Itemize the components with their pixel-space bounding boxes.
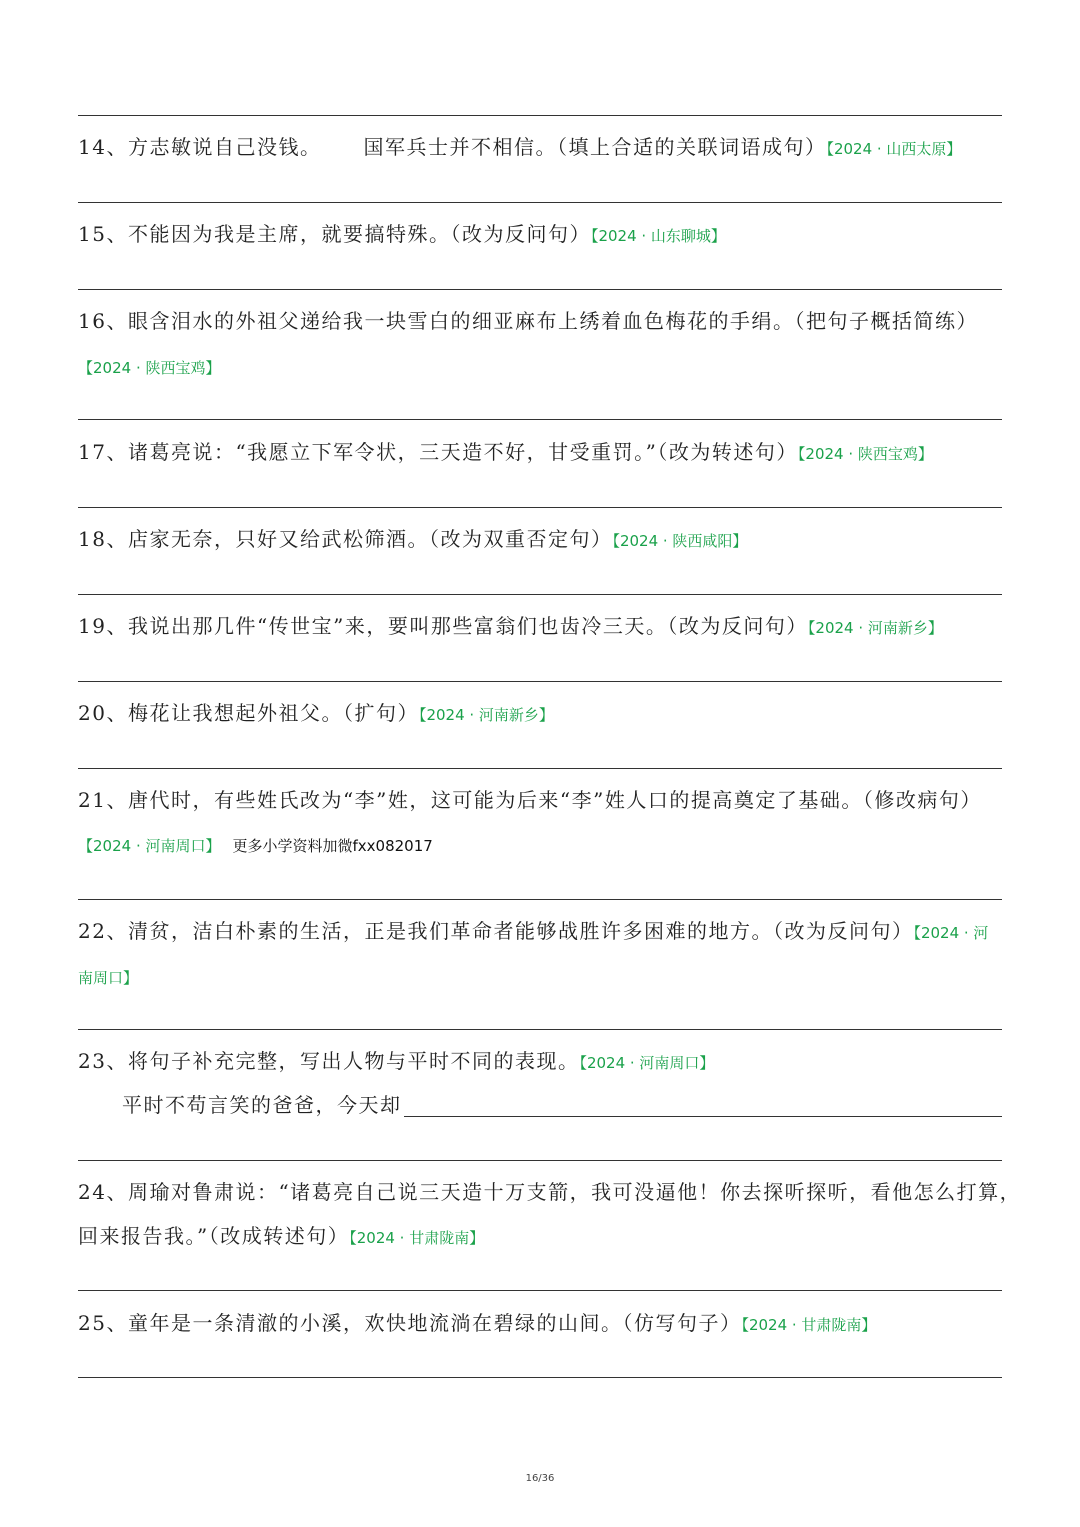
question-text: 、梅花让我想起外祖父。（扩句） (106, 701, 419, 725)
answer-line-21 (78, 899, 1002, 900)
question-number: 15 (78, 222, 107, 246)
answer-line-24 (78, 1290, 1002, 1291)
question-text: 、眼含泪水的外祖父递给我一块雪白的细亚麻布上绣着血色梅花的手绢。（把句子概括简练） (106, 309, 978, 333)
question-number: 24 (78, 1180, 107, 1204)
source-tag: 【2024 · 甘肃陇南】 (741, 1316, 877, 1334)
question-text: 国军兵士并不相信。（填上合适的关联词语成句） (363, 135, 827, 159)
question-18 (78, 524, 1018, 556)
question-15 (78, 219, 1018, 251)
source-tag: 【2024 · 河南周口】 (579, 1054, 715, 1072)
question-text: 、店家无奈，只好又给武松筛酒。（改为双重否定句） (106, 527, 613, 551)
source-tag: 【2024 · 陕西宝鸡】 (78, 359, 221, 377)
question-17 (78, 437, 1018, 469)
promo-note: 更多小学资料加微fxx082017 (232, 837, 433, 855)
question-text: 、童年是一条清澈的小溪，欢快地流淌在碧绿的山间。（仿写句子） (106, 1311, 742, 1335)
question-number: 22 (78, 919, 107, 943)
answer-line-15 (78, 289, 1002, 290)
question-16-tag-line (78, 351, 1018, 383)
question-20 (78, 698, 1018, 730)
question-text: 、唐代时，有些姓氏改为“李”姓，这可能为后来“李”姓人口的提高奠定了基础。（修改病句） (106, 788, 982, 812)
answer-line-19 (78, 681, 1002, 682)
source-tag: 【2024 · 山东聊城】 (590, 227, 726, 245)
answer-line-14 (78, 202, 1002, 203)
answer-line-18 (78, 594, 1002, 595)
fill-in-prompt: 平时不苟言笑的爸爸，今天却 (122, 1093, 402, 1117)
question-22 (78, 916, 1018, 948)
question-24-line-2 (78, 1221, 1018, 1253)
answer-line-16 (78, 419, 1002, 420)
question-number: 23 (78, 1049, 107, 1073)
question-text: 、清贫，洁白朴素的生活，正是我们革命者能够战胜许多困难的地方。（改为反问句） (106, 919, 914, 943)
question-23 (78, 1046, 1018, 1078)
answer-line-23 (78, 1160, 1002, 1161)
source-tag: 【2024 · 河南新乡】 (807, 619, 943, 637)
question-text: 、我说出那几件“传世宝”来，要叫那些富翁们也齿冷三天。（改为反问句） (106, 614, 808, 638)
question-text: 、将句子补充完整，写出人物与平时不同的表现。 (106, 1049, 580, 1073)
answer-line-20 (78, 768, 1002, 769)
question-22-tag-line (78, 961, 1018, 993)
question-number: 20 (78, 701, 107, 725)
question-number: 19 (78, 614, 107, 638)
question-number: 18 (78, 527, 107, 551)
question-25 (78, 1308, 1018, 1340)
question-21 (78, 785, 1018, 815)
source-tag-continued: 南周口】 (78, 969, 139, 987)
question-24 (78, 1177, 1022, 1207)
source-tag: 【2024 · 河 (913, 924, 989, 942)
source-tag: 【2024 · 陕西咸阳】 (612, 532, 748, 550)
answer-line-17 (78, 507, 1002, 508)
question-text: 、不能因为我是主席，就要搞特殊。（改为反问句） (106, 222, 591, 246)
source-tag: 【2024 · 陕西宝鸡】 (797, 445, 933, 463)
question-number: 17 (78, 440, 107, 464)
question-text: 、方志敏说自己没钱。 (106, 135, 322, 159)
question-21-tag-line (78, 829, 1018, 861)
question-14 (78, 132, 1018, 164)
question-text-continued: 回来报告我。”（改成转述句） (78, 1224, 350, 1248)
question-text: 、周瑜对鲁肃说：“诸葛亮自己说三天造十万支箭，我可没逼他！你去探听探听，看他怎么打算， (106, 1180, 1022, 1204)
question-16 (78, 306, 1018, 336)
question-number: 21 (78, 788, 107, 812)
question-number: 14 (78, 135, 107, 159)
source-tag: 【2024 · 甘肃陇南】 (349, 1229, 485, 1247)
answer-line-22 (78, 1029, 1002, 1030)
source-tag: 【2024 · 山西太原】 (826, 140, 962, 158)
fill-in-blank-line (404, 1116, 1002, 1117)
source-tag: 【2024 · 河南周口】 (78, 837, 221, 855)
answer-line-25 (78, 1377, 1002, 1378)
rule-top (78, 115, 1002, 116)
question-19 (78, 611, 1018, 643)
question-number: 25 (78, 1311, 107, 1335)
question-number: 16 (78, 309, 107, 333)
page-number: 16/36 (525, 1473, 555, 1484)
question-text: 、诸葛亮说：“我愿立下军令状，三天造不好，甘受重罚。”（改为转述句） (106, 440, 798, 464)
source-tag: 【2024 · 河南新乡】 (418, 706, 554, 724)
